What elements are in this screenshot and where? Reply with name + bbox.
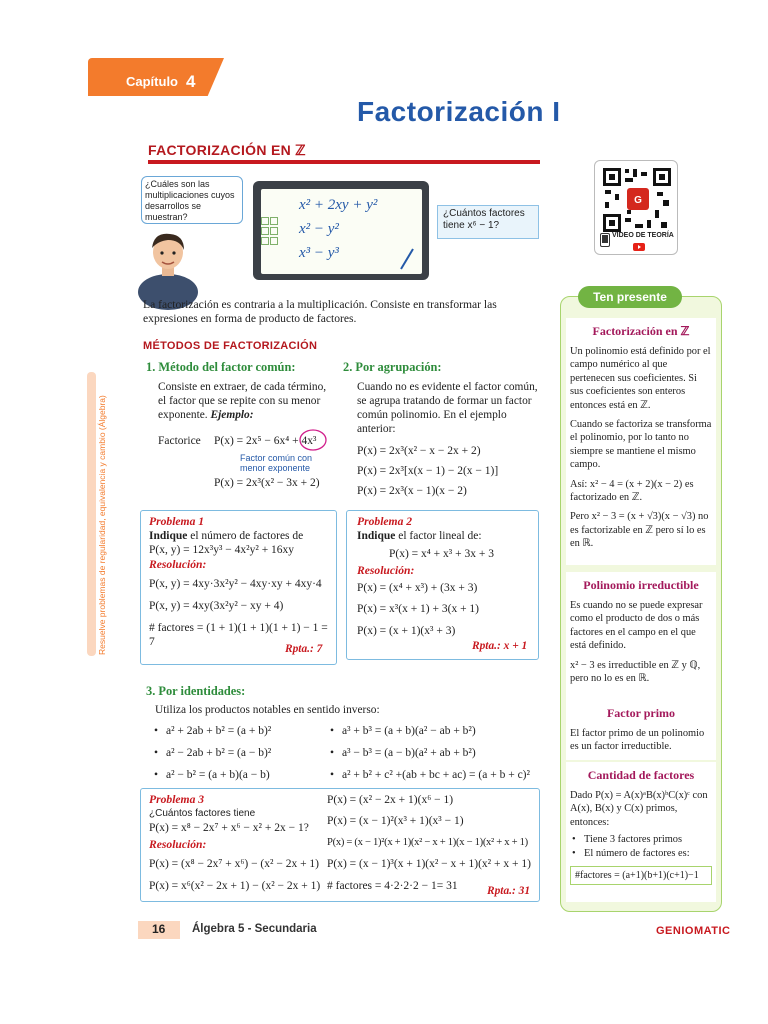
footer-text: Álgebra 5 - Secundaria — [192, 923, 317, 935]
problem-1-indique: Indique — [149, 530, 188, 542]
method-2-eq3: P(x) = 2x³(x − 1)(x − 2) — [357, 485, 467, 497]
sidebar-list-item: • Tiene 3 factores primos — [570, 833, 712, 846]
identity-item: • a² + 2ab + b² = (a + b)² — [152, 724, 332, 738]
tablet-icon — [261, 217, 269, 225]
problem-1-step1: P(x, y) = 4xy·3x²y² − 4xy·xy + 4xy·4 — [149, 578, 322, 590]
sidebar-heading: Factorización en ℤ — [592, 324, 690, 338]
problem-3-answer — [487, 885, 530, 897]
problem-1-box — [140, 510, 337, 665]
problem-3-left-step2: P(x) = x⁶(x² − 2x + 1) − (x² − 2x + 1) — [149, 880, 321, 892]
problem-3-box — [140, 788, 540, 902]
sidebar-paragraph: Así: x² − 4 = (x + 2)(x − 2) es factorizado en ℤ. — [570, 478, 694, 504]
section-divider — [148, 160, 540, 164]
tablet-icon — [261, 227, 269, 235]
answer-label: Rpta.: — [472, 640, 501, 652]
identity-item: • a² − b² = (a + b)(a − b) — [152, 768, 332, 782]
problem-2-step1: P(x) = (x⁴ + x³) + (3x + 3) — [357, 582, 478, 594]
sidebar-heading: Cantidad de factores — [587, 768, 695, 782]
problem-3-right-step3: P(x) = (x − 1)²(x + 1)(x² − x + 1)(x − 1)(x² + x + 1) — [327, 837, 528, 848]
sidebar-block-cantidad — [566, 762, 716, 902]
problem-2-statement-text: el factor lineal de: — [395, 530, 482, 542]
identity-item: • a³ + b³ = (a + b)(a² − ab + b²) — [328, 724, 544, 738]
identity-item: • a³ − b³ = (a − b)(a² + ab + b²) — [328, 746, 544, 760]
answer-label: Rpta.: — [285, 643, 314, 655]
problem-3-left-step1: P(x) = (x⁸ − 2x⁷ + x⁶) − (x² − 2x + 1) — [149, 858, 320, 870]
sidebar-paragraph: El factor primo de un polinomio es un factor irreductible. — [570, 728, 705, 753]
method-1-title: 1. Método del factor común: — [146, 360, 296, 374]
tablet-expression: x² − y² — [299, 221, 339, 237]
method-1-text — [158, 380, 334, 422]
sidebar-paragraph: Dado P(x) = A(x)ᵃB(x)ᵇC(x)ᶜ con A(x), B(x) y C(x) primos, entonces: — [570, 790, 708, 828]
answer-value: x + 1 — [503, 640, 528, 652]
method-3-text: Utiliza los productos notables en sentido inverso: — [155, 704, 380, 716]
method-2-eq2: P(x) = 2x³[x(x − 1) − 2(x − 1)] — [357, 465, 499, 477]
problem-3-right-step2: P(x) = (x − 1)²(x³ + 1)(x³ − 1) — [327, 815, 464, 827]
factor-count-formula: #factores = (a+1)(b+1)(c+1)−1 — [570, 866, 712, 885]
sidebar-block-irreductible — [566, 572, 716, 702]
method-2-text: Cuando no es evidente el factor común, se agrupa tratando de formar un factor común polinomio. En el ejemplo anterior: — [357, 381, 538, 435]
problem-1-poly: P(x, y) = 12x³y³ − 4x²y² + 16xy — [149, 544, 295, 556]
sidebar-heading: Factor primo — [606, 706, 676, 720]
problem-2-answer — [472, 640, 527, 652]
answer-label: Rpta.: — [487, 885, 516, 897]
problem-3-right-step4: P(x) = (x − 1)³(x + 1)(x² − x + 1)(x² + x + 1) — [327, 858, 531, 870]
sidebar-paragraph: x² − 3 es irreductible en ℤ y ℚ, pero no lo es en ℝ. — [570, 659, 701, 685]
problem-3-question: ¿Cuántos factores tiene — [149, 808, 256, 819]
problem-2-title: Problema 2 — [357, 515, 413, 528]
method-2-title: 2. Por agrupación: — [343, 360, 442, 374]
boy-avatar — [138, 226, 206, 292]
sidebar-list-item: • El número de factores es: — [570, 847, 712, 860]
method-3-title: 3. Por identidades: — [146, 684, 246, 698]
problem-3-title: Problema 3 — [149, 793, 205, 806]
problem-3-poly: P(x) = x⁸ − 2x⁷ + x⁶ − x² + 2x − 1? — [149, 822, 309, 834]
problem-2-step2: P(x) = x³(x + 1) + 3(x + 1) — [357, 603, 480, 615]
highlight-circle-icon — [299, 428, 329, 452]
section-heading: FACTORIZACIÓN EN ℤ — [148, 142, 306, 158]
sidebar-heading: Polinomio irreductible — [583, 578, 699, 592]
sidebar-block-factor-primo — [566, 700, 716, 760]
problem-2-box — [346, 510, 539, 660]
tablet-icon — [270, 227, 278, 235]
sidebar-paragraph: Pero x² − 3 = (x + √3)(x − √3) no es factorizable en ℤ pero sí lo es en ℝ. — [570, 511, 709, 550]
tablet-expression: x³ − y³ — [299, 245, 339, 261]
problem-1-statement — [149, 529, 335, 543]
tablet-icon — [270, 237, 278, 245]
method-1-description: Consiste en extraer, de cada término, el factor que se repite con su menor exponente. — [158, 381, 327, 421]
play-icon[interactable] — [633, 243, 645, 251]
problem-2-statement — [357, 529, 482, 543]
side-accent-bar — [87, 372, 96, 656]
brand-logo: GENIOMATIC — [656, 925, 731, 937]
problem-1-answer — [285, 643, 322, 655]
svg-text:G: G — [634, 195, 642, 206]
identity-item: • a² + b² + c² +(ab + bc + ac) = (a + b + c)² — [328, 768, 544, 782]
speech-bubble: ¿Cuáles son las multiplicaciones cuyos desarrollos se muestran? — [141, 176, 243, 224]
problem-1-resolution: Resolución: — [149, 558, 207, 571]
answer-value: 31 — [518, 885, 531, 897]
chapter-label: Capítulo — [126, 74, 178, 89]
method-1-eq2: P(x) = 2x³(x² − 3x + 2) — [214, 477, 320, 489]
sidebar-block-factorizacion — [566, 318, 716, 565]
method-1-factorice: Factorice — [158, 435, 201, 447]
ten-presente-tab: Ten presente — [578, 286, 682, 308]
sidebar-paragraph: Un polinomio está definido por el campo numérico al que pertenecen sus coeficientes. Si sus coeficientes son enteros entonces está en ℤ. — [570, 346, 711, 411]
qr-code-icon[interactable] — [601, 166, 673, 234]
problem-2-indique: Indique — [357, 530, 396, 542]
problem-3-resolution: Resolución: — [149, 838, 207, 851]
method-1-note: Factor común con menor exponente — [240, 453, 313, 473]
sidebar-paragraph: Cuando se factoriza se transforma el polinomio, por lo tanto no siempre se mantiene el mismo campo. — [570, 419, 712, 471]
pen-icon — [399, 247, 417, 271]
tablet-expression: x² + 2xy + y² — [299, 197, 378, 213]
intro-text: La factorización es contraria a la multiplicación. Consiste en transformar las expresiones en forma de producto de factores. — [143, 298, 497, 325]
chapter-number: 4 — [186, 72, 196, 91]
video-label[interactable]: VIDEO DE TEORÍA — [612, 232, 674, 239]
sidebar-list — [566, 829, 716, 860]
identity-item: • a² − 2ab + b² = (a − b)² — [152, 746, 332, 760]
problem-1-step2: P(x, y) = 4xy(3x²y² − xy + 4) — [149, 600, 284, 612]
identities-right-list — [328, 724, 544, 782]
problem-1-statement-text: el número de factores de — [187, 530, 304, 542]
page-number: 16 — [152, 922, 166, 936]
tablet-icon — [270, 217, 278, 225]
side-competency-label: Resuelve problemas de regularidad, equivalencia y cambio (Álgebra) — [97, 395, 107, 655]
tablet-icon — [261, 237, 269, 245]
qr-card[interactable] — [594, 160, 678, 255]
example-label: Ejemplo: — [210, 409, 254, 421]
problem-1-title: Problema 1 — [149, 515, 205, 528]
answer-value: 7 — [316, 643, 323, 655]
sidebar-paragraph: Es cuando no se puede expresar como el producto de dos o más factores en el campo en el que está definido. — [570, 600, 703, 652]
method-2-eq1: P(x) = 2x³(x² − x − 2x + 2) — [357, 445, 481, 457]
phone-icon — [600, 233, 610, 247]
problem-2-poly: P(x) = x⁴ + x³ + 3x + 3 — [389, 548, 494, 560]
method-1-eq1: P(x) = 2x⁵ − 6x⁴ + 4x³ — [214, 435, 317, 447]
problem-3-right-step5: # factores = 4·2·2·2 − 1= 31 — [327, 880, 458, 892]
question-box: ¿Cuántos factores tiene x⁶ − 1? — [437, 205, 539, 239]
problem-3-right-step1: P(x) = (x² − 2x + 1)(x⁶ − 1) — [327, 794, 454, 806]
methods-heading: MÉTODOS DE FACTORIZACIÓN — [143, 340, 318, 352]
problem-1-step3: # factores = (1 + 1)(1 + 1)(1 + 1) − 1 = 7 — [149, 622, 328, 648]
identities-left-list — [152, 724, 332, 782]
page-title: Factorización I — [357, 96, 561, 127]
tablet-screen — [261, 189, 422, 274]
problem-2-resolution: Resolución: — [357, 564, 415, 577]
problem-2-step3: P(x) = (x + 1)(x³ + 3) — [357, 625, 456, 637]
